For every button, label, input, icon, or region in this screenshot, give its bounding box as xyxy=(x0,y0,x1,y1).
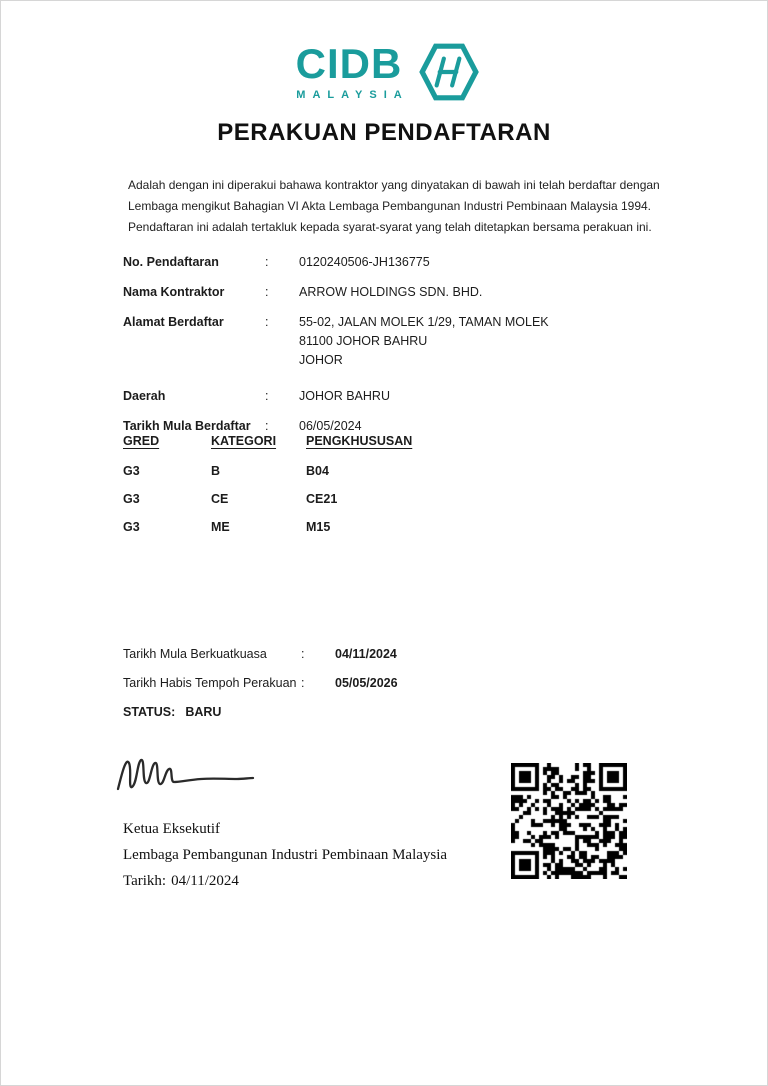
pengkhususan-header: PENGKHUSUSAN xyxy=(306,434,413,448)
colon: : xyxy=(265,389,269,403)
pengkhususan-cell: B04 xyxy=(306,464,329,478)
registration-no-label: No. Pendaftaran xyxy=(123,255,219,269)
effective-date-value: 04/11/2024 xyxy=(335,647,397,661)
address-line-1: 55-02, JALAN MOLEK 1/29, TAMAN MOLEK xyxy=(299,315,549,329)
cidb-country-text: MALAYSIA xyxy=(296,89,409,101)
qr-code xyxy=(511,763,627,879)
cidb-brand-text: CIDB xyxy=(295,40,403,87)
gred-cell: G3 xyxy=(123,492,140,506)
effective-date-label: Tarikh Mula Berkuatkuasa xyxy=(123,647,267,661)
signatory-title: Ketua Eksekutif xyxy=(123,821,221,837)
kategori-header: KATEGORI xyxy=(211,434,277,448)
district-row xyxy=(123,387,663,406)
contractor-name-row xyxy=(123,283,663,302)
address-line-2: 81100 JOHOR BAHRU xyxy=(299,334,428,348)
pengkhususan-cell: M15 xyxy=(306,520,331,534)
registration-start-label: Tarikh Mula Berdaftar xyxy=(123,419,251,433)
colon: : xyxy=(265,285,269,299)
grade-table-row xyxy=(123,491,543,507)
grade-table-header xyxy=(123,433,543,449)
registration-no-row xyxy=(123,253,663,272)
issue-date-value: 04/11/2024 xyxy=(171,873,239,889)
effective-date-row xyxy=(123,646,543,662)
status-badge: BARU xyxy=(185,705,222,719)
registered-address-label: Alamat Berdaftar xyxy=(123,315,224,329)
grade-table xyxy=(123,433,543,547)
grade-table-row xyxy=(123,519,543,535)
intro-paragraph: Adalah dengan ini diperakui bahawa kontraktor yang dinyatakan di bawah ini telah berdaftar dengan Lembaga mengikut Bahagian VI Akta Lembaga Pembangunan Industri Pembinaan Malaysia 1994. Pendaftaran ini adalah tertakluk kepada syarat-syarat yang telah ditetapkan bersama perakuan ini. xyxy=(128,178,660,234)
registered-address-row xyxy=(123,313,663,370)
district-label: Daerah xyxy=(123,389,166,403)
issue-date-label: Tarikh: xyxy=(123,873,167,889)
expiry-date-label: Tarikh Habis Tempoh Perakuan xyxy=(123,676,297,690)
registration-no-value: 0120240506-JH136775 xyxy=(299,255,430,269)
status-row xyxy=(123,704,543,720)
registration-details xyxy=(123,253,663,447)
organization-name: Lembaga Pembangunan Industri Pembinaan Malaysia xyxy=(123,847,448,863)
colon: : xyxy=(301,647,305,661)
contractor-name-value: ARROW HOLDINGS SDN. BHD. xyxy=(299,285,483,299)
colon: : xyxy=(265,419,269,433)
validity-section xyxy=(123,646,543,733)
district-value: JOHOR BAHRU xyxy=(299,389,390,403)
issue-date-line xyxy=(123,873,447,890)
status-label: STATUS: xyxy=(123,705,176,719)
expiry-date-value: 05/05/2026 xyxy=(335,676,398,690)
colon: : xyxy=(301,676,305,690)
kategori-cell: ME xyxy=(211,520,230,534)
expiry-date-row xyxy=(123,675,543,691)
gred-header: GRED xyxy=(123,434,160,448)
footer-block xyxy=(123,821,447,899)
cidb-logo xyxy=(1,41,767,103)
grade-table-row xyxy=(123,463,543,479)
registered-address-value xyxy=(299,313,663,370)
gred-cell: G3 xyxy=(123,520,140,534)
certificate-title: PERAKUAN PENDAFTARAN xyxy=(217,119,551,146)
colon: : xyxy=(265,255,269,269)
gred-cell: G3 xyxy=(123,464,140,478)
cidb-hexagon-icon xyxy=(417,41,479,103)
signature-image xyxy=(113,749,258,806)
kategori-cell: CE xyxy=(211,492,229,506)
address-line-3: JOHOR xyxy=(299,353,343,367)
pengkhususan-cell: CE21 xyxy=(306,492,338,506)
colon: : xyxy=(265,315,269,329)
kategori-cell: B xyxy=(211,464,221,478)
contractor-name-label: Nama Kontraktor xyxy=(123,285,225,299)
registration-start-value: 06/05/2024 xyxy=(299,419,362,433)
